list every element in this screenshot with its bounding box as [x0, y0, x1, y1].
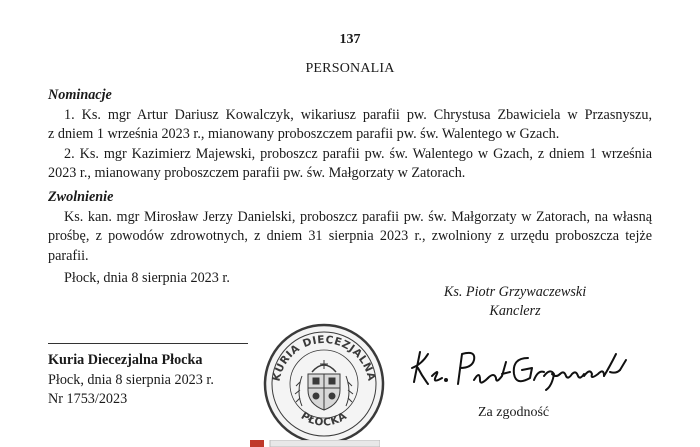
curia-number: Nr 1753/2023: [48, 391, 128, 407]
dismissal-line-2: prośbę, z powodów zdrowotnych, z dniem 31 sierpnia 2023 r., zwolniony z urzędu proboszcza tejże: [48, 228, 652, 244]
dismissal-line-3: parafii.: [48, 247, 89, 264]
seal-text-bottom: PŁOCKA: [298, 409, 350, 429]
page-number: 137: [339, 32, 361, 47]
nomination-2-line-1: 2. Ks. mgr Kazimierz Majewski, proboszcz parafii pw. św. Walentego w Gzach, z dniem 1 września: [64, 145, 652, 162]
footer-rule: [48, 343, 248, 344]
seal-text-top: KURIA DIECEZJALNA: [270, 333, 378, 383]
signatory-role: Kanclerz: [489, 303, 541, 319]
section-title: PERSONALIA: [305, 61, 395, 76]
nomination-2-line-2: 2023 r., mianowany proboszczem parafii pw. św. Małgorzaty w Zatorach.: [48, 165, 466, 181]
signatory-name: Ks. Piotr Grzywaczewski: [443, 284, 587, 300]
nomination-1-line-2: z dniem 1 września 2023 r., mianowany proboszczem parafii pw. św. Walentego w Gzach.: [48, 126, 560, 142]
conformity-note: Za zgodność: [478, 405, 550, 420]
handwritten-signature: [404, 346, 632, 392]
nominations-section: [48, 86, 652, 184]
curia-name: Kuria Diecezjalna Płocka: [48, 352, 203, 368]
bottom-edge-fragment: [250, 440, 380, 447]
curia-block: [48, 351, 214, 410]
curia-date: Płock, dnia 8 sierpnia 2023 r.: [48, 371, 214, 388]
nominations-heading: Nominacje: [48, 87, 112, 103]
dismissal-line-1: Ks. kan. mgr Mirosław Jerzy Danielski, proboszcz parafii pw. św. Małgorzaty w Zatorach, na własną: [64, 208, 652, 225]
dismissal-section: [48, 188, 652, 289]
dismissal-heading: Zwolnienie: [48, 189, 114, 205]
signatory-block: [420, 283, 610, 321]
diocesan-seal: [262, 322, 386, 446]
nomination-1-line-1: 1. Ks. mgr Artur Dariusz Kowalczyk, wikariusz parafii pw. Chrystusa Zbawiciela w Przasnyszu,: [64, 106, 652, 123]
place-date: Płock, dnia 8 sierpnia 2023 r.: [64, 270, 230, 286]
